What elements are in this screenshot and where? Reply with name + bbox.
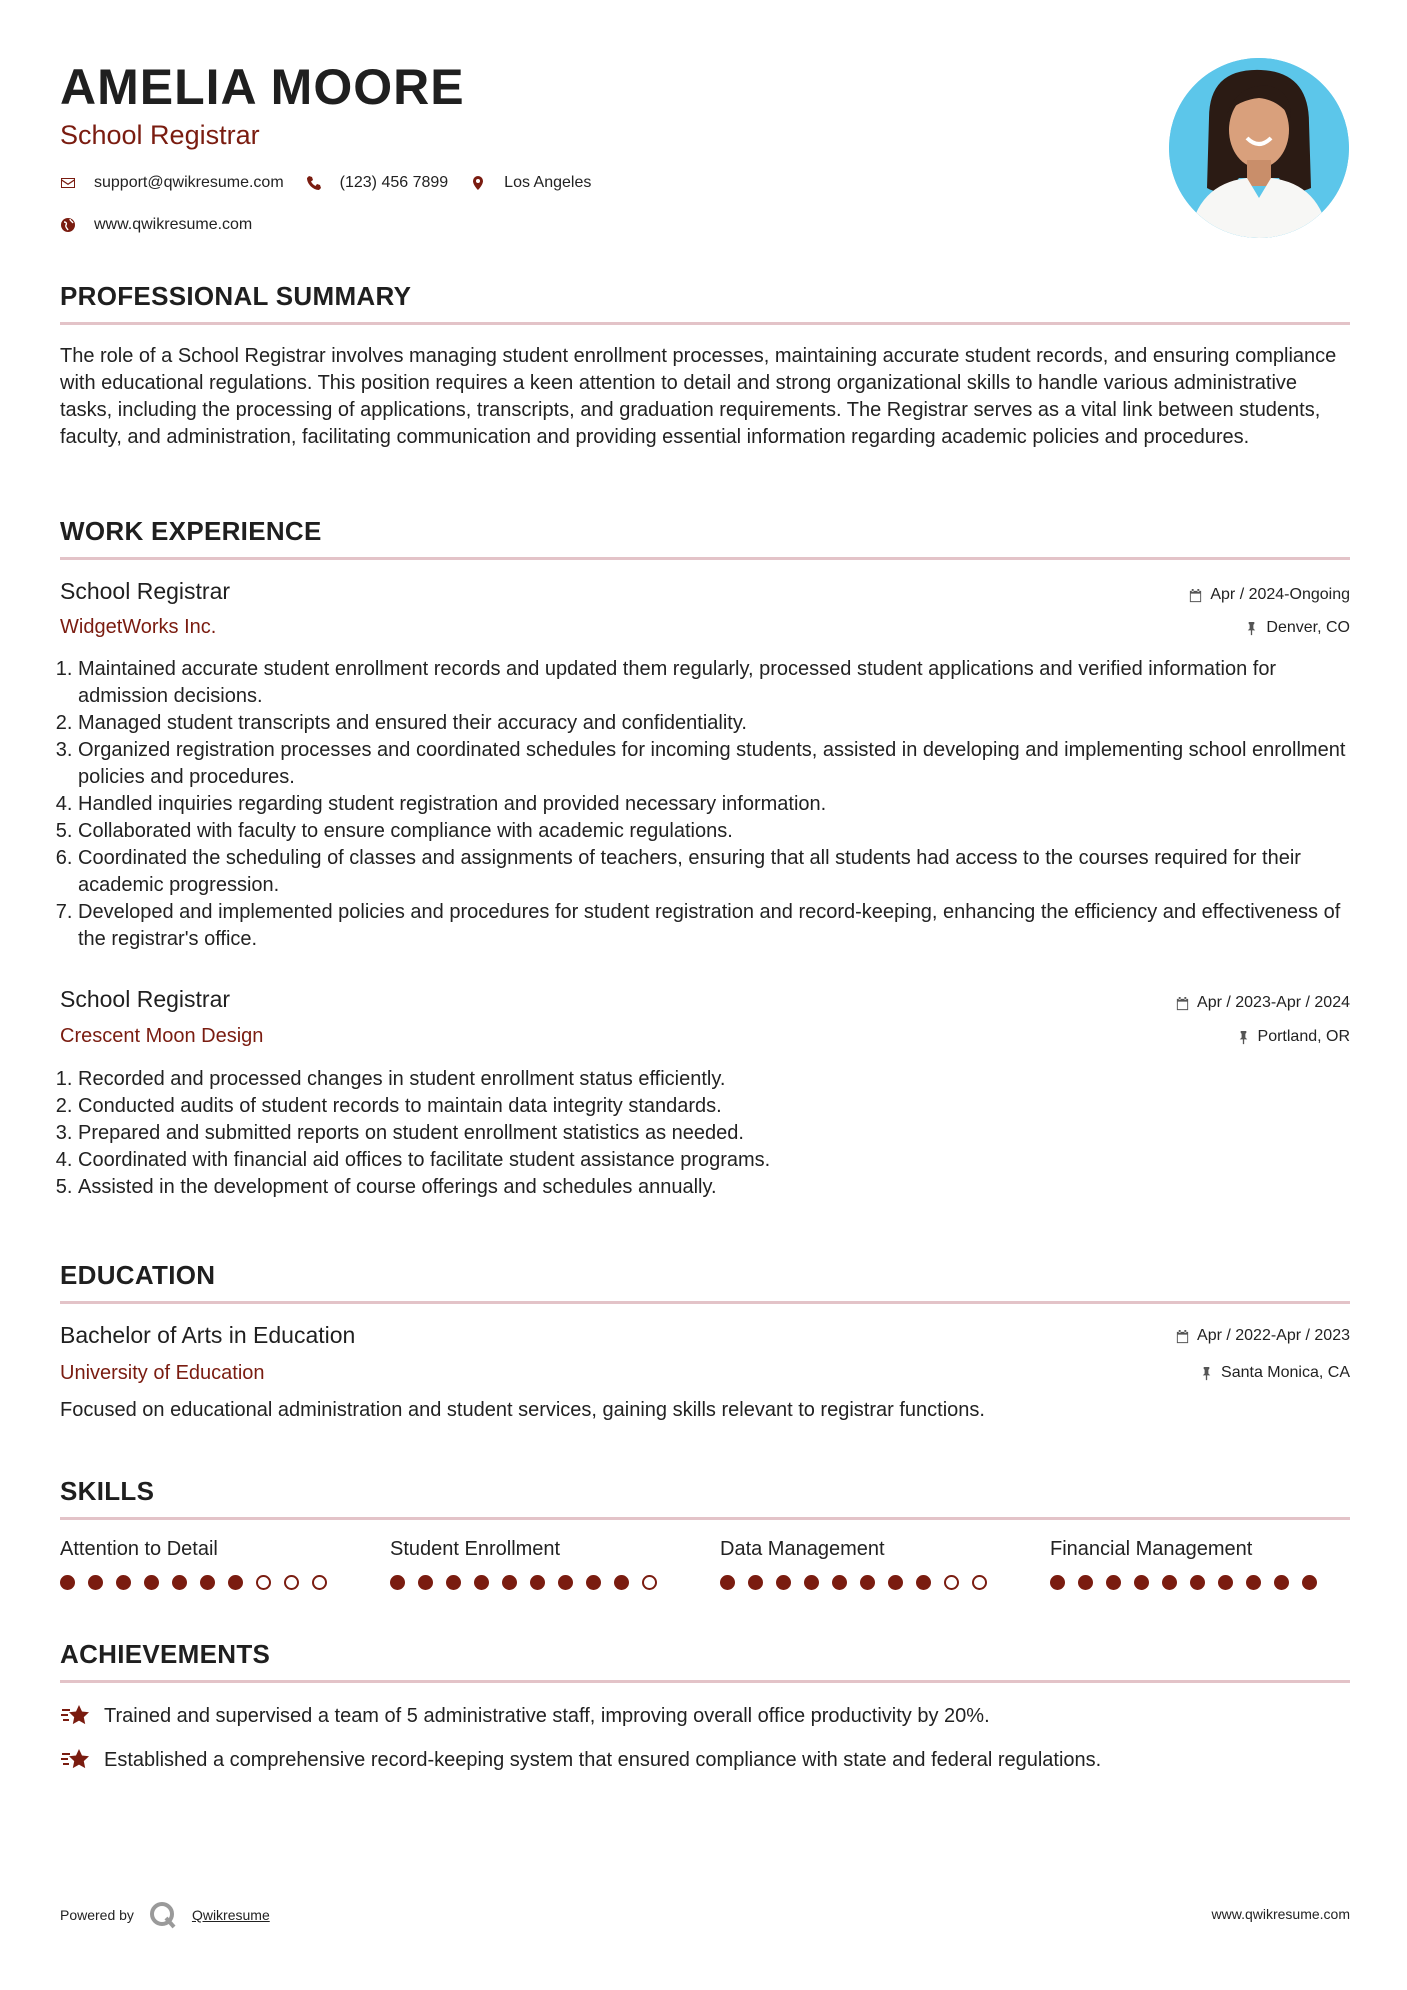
skill-dot-filled [720,1575,735,1590]
job-1-dates-text: Apr / 2024-Ongoing [1210,586,1350,603]
phone-icon [306,175,322,191]
skill-dot-filled [60,1575,75,1590]
job-2-duty: 4. Coordinated with financial aid offices to facilitate student assistance programs. [78,1147,1368,1174]
skill-dot-filled [200,1575,215,1590]
skill-dot-filled [776,1575,791,1590]
powered-by-label: Powered by [60,1907,134,1923]
job-1-duty: 7. Developed and implemented policies and procedures for student registration and record-keeping, enhancing the efficiency and effectiveness of the registrar's office. [78,899,1368,953]
skill-dot-filled [530,1575,545,1590]
skill-dot-filled [614,1575,629,1590]
skill-dot-filled [1078,1575,1093,1590]
summary-text: The role of a School Registrar involves managing student enrollment processes, maintaining accurate student records, and ensuring compliance with educational regulations. This position requires a keen attention to detail and strong organizational skills to handle various administrative tasks, including the processing of applications, transcripts, and graduation requirements. The Registrar serves as a vital link between students, faculty, and administration, facilitating communication and providing essential information regarding academic policies and procedures. [60,345,1337,448]
skill-item [1050,1538,1350,1590]
job-2-location [1236,1028,1350,1046]
job-1-duty: 1. Maintained accurate student enrollment records and updated them regularly, processed student applications and verified information for admission decisions. [78,656,1368,710]
skill-name: Student Enrollment [390,1538,561,1560]
contact-website[interactable] [60,216,252,234]
contact-location [470,174,591,192]
qwikresume-link[interactable]: Qwikresume [191,1907,270,1923]
job-1-duty: 5. Collaborated with faculty to ensure compliance with academic regulations. [78,818,1368,845]
summary-heading: PROFESSIONAL SUMMARY [60,281,1350,325]
skill-dot-filled [1134,1575,1149,1590]
pushpin-icon [1244,621,1259,636]
education-dates-text: Apr / 2022-Apr / 2023 [1197,1327,1350,1344]
job-2-duty: 5. Assisted in the development of course offerings and schedules annually. [78,1174,1368,1201]
skill-dot-filled [1050,1575,1065,1590]
skill-dot-filled [1274,1575,1289,1590]
education-degree: Bachelor of Arts in Education [60,1322,356,1348]
job-2-duty: 2. Conducted audits of student records to maintain data integrity standards. [78,1093,1368,1120]
skill-rating [720,1575,1020,1590]
skill-dot-filled [446,1575,461,1590]
job-2-duties [60,1066,1368,1201]
skill-dot-filled [860,1575,875,1590]
skill-dot-empty [256,1575,271,1590]
skill-dot-filled [558,1575,573,1590]
contact-email[interactable] [60,174,284,192]
education-heading: EDUCATION [60,1260,1350,1304]
job-1-title: School Registrar [60,578,231,604]
skill-dot-filled [832,1575,847,1590]
contact-row-2 [60,216,274,234]
skill-dot-filled [116,1575,131,1590]
job-2-location-text: Portland, OR [1257,1028,1350,1045]
skill-dot-filled [172,1575,187,1590]
skill-dot-filled [748,1575,763,1590]
skill-dot-filled [390,1575,405,1590]
map-pin-icon [470,175,486,191]
skill-rating [390,1575,690,1590]
skill-dot-filled [1190,1575,1205,1590]
skill-dot-filled [418,1575,433,1590]
education-location-text: Santa Monica, CA [1221,1364,1350,1381]
achievement-item [60,1702,990,1730]
candidate-role: School Registrar [60,120,260,150]
award-star-icon [60,1746,92,1774]
skill-dot-filled [916,1575,931,1590]
education-location [1199,1364,1350,1382]
job-2-duty: 1. Recorded and processed changes in student enrollment status efficiently. [78,1066,1368,1093]
location-text: Los Angeles [504,174,592,191]
job-1-location [1244,619,1350,637]
email-text: support@qwikresume.com [94,174,284,191]
footer-powered-by [60,1900,270,1930]
phone-text: (123) 456 7899 [339,174,449,191]
job-1-location-text: Denver, CO [1266,619,1350,636]
calendar-icon [1175,1329,1190,1344]
skill-dot-filled [474,1575,489,1590]
skill-dot-filled [502,1575,517,1590]
skill-name: Data Management [720,1538,885,1560]
contact-phone[interactable] [306,174,449,192]
job-1-duties [60,656,1368,953]
skill-dot-filled [804,1575,819,1590]
skill-dot-filled [1162,1575,1177,1590]
skill-dot-filled [88,1575,103,1590]
job-1-duty: 4. Handled inquiries regarding student registration and provided necessary information. [78,791,1368,818]
candidate-name: AMELIA MOORE [60,59,465,115]
envelope-icon [60,175,76,191]
skill-dot-empty [312,1575,327,1590]
job-2-dates [1175,994,1350,1012]
skill-item [720,1538,1020,1590]
profile-photo [1169,58,1349,238]
avatar-illustration [1169,58,1349,238]
job-2-duty: 3. Prepared and submitted reports on student enrollment statistics as needed. [78,1120,1368,1147]
job-1-company: WidgetWorks Inc. [60,616,217,638]
skill-item [390,1538,690,1590]
footer-website[interactable]: www.qwikresume.com [1211,1906,1350,1922]
job-2-title: School Registrar [60,986,231,1012]
achievement-item [60,1746,1101,1774]
skill-dot-filled [1106,1575,1121,1590]
website-text: www.qwikresume.com [94,216,253,233]
skill-dot-filled [144,1575,159,1590]
skill-dot-empty [944,1575,959,1590]
skill-name: Financial Management [1050,1538,1253,1560]
education-school: University of Education [60,1362,265,1384]
job-1-duty: 6. Coordinated the scheduling of classes and assignments of teachers, ensuring that all students had access to the courses required for their academic progression. [78,845,1368,899]
achievement-text: Established a comprehensive record-keeping system that ensured compliance with state and federal regulations. [104,1748,1102,1771]
education-description: Focused on educational administration and student services, gaining skills relevant to registrar functions. [60,1399,985,1421]
achievements-heading: ACHIEVEMENTS [60,1639,1350,1683]
experience-heading: WORK EXPERIENCE [60,516,1350,560]
job-2-dates-text: Apr / 2023-Apr / 2024 [1197,994,1350,1011]
skill-dot-filled [586,1575,601,1590]
skill-dot-filled [228,1575,243,1590]
pushpin-icon [1199,1366,1214,1381]
skill-dot-filled [1302,1575,1317,1590]
job-1-duty: 3. Organized registration processes and coordinated schedules for incoming students, assisted in developing and implementing school enrollment policies and procedures. [78,737,1368,791]
skills-heading: SKILLS [60,1476,1350,1520]
qwikresume-logo-icon [148,1900,178,1930]
skill-name: Attention to Detail [60,1538,218,1560]
skill-item [60,1538,360,1590]
skill-dot-filled [888,1575,903,1590]
award-star-icon [60,1702,92,1730]
pushpin-icon [1236,1030,1251,1045]
calendar-icon [1188,588,1203,603]
globe-icon [60,217,76,233]
skill-dot-filled [1246,1575,1261,1590]
job-1-duty: 2. Managed student transcripts and ensured their accuracy and confidentiality. [78,710,1368,737]
achievement-text: Trained and supervised a team of 5 administrative staff, improving overall office productivity by 20%. [104,1704,990,1727]
skill-dot-empty [972,1575,987,1590]
skill-rating [1050,1575,1350,1590]
job-2-company: Crescent Moon Design [60,1025,264,1047]
contact-row-1 [60,174,613,192]
job-1-dates [1188,586,1350,604]
skill-dot-empty [284,1575,299,1590]
skill-dot-filled [1218,1575,1233,1590]
calendar-icon [1175,996,1190,1011]
education-dates [1175,1327,1350,1345]
skill-rating [60,1575,360,1590]
skill-dot-empty [642,1575,657,1590]
